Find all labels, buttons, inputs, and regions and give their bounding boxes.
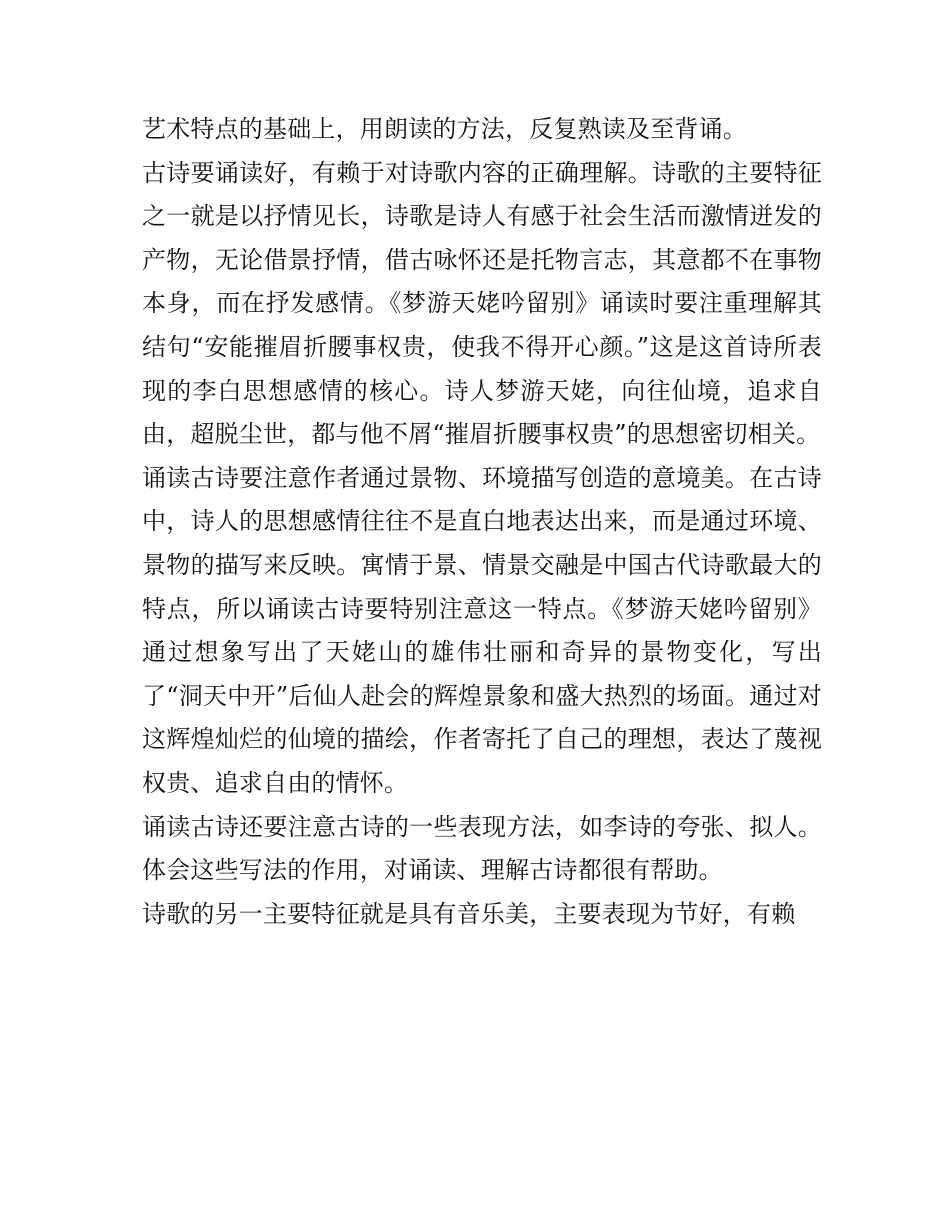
paragraph-4: 诵读古诗还要注意古诗的一些表现方法，如李诗的夸张、拟人。体会这些写法的作用，对诵读、理解古诗都很有帮助。 — [142, 812, 822, 885]
paragraph-1: 艺术特点的基础上，用朗读的方法，反复熟读及至背诵。 — [142, 115, 747, 143]
paragraph-5: 诗歌的另一主要特征就是具有音乐美，主要表现为节好，有赖 — [142, 899, 796, 928]
paragraph-3: 诵读古诗要注意作者通过景物、环境描写创造的意境美。在古诗中，诗人的思想感情往往不是直白地表达出来，而是通过环境、景物的描写来反映。寓情于景、情景交融是中国古代诗歌最大的特点，所以诵读古诗要特别注意这一特点。《梦游天姥吟留别》通过想象写出了天姥山的雄伟壮丽和奇异的景物变化，写出了“洞天中开”后仙人赴会的辉煌景象和盛大热烈的场面。通过对这辉煌灿烂的仙境的描绘，作者寄托了自己的理想，表达了蔑视权贵、追求自由的情怀。 — [142, 463, 822, 797]
paragraph-2: 古诗要诵读好，有赖于对诗歌内容的正确理解。诗歌的主要特征之一就是以抒情见长，诗歌是诗人有感于社会生活而激情迸发的产物，无论借景抒情，借古咏怀还是托物言志，其意都不在事物本身，而在抒发感情。《梦游天姥吟留别》诵读时要注重理解其结句“安能摧眉折腰事权贵，使我不得开心颜。”这是这首诗所表现的李白思想感情的核心。诗人梦游天姥，向往仙境，追求自由，超脱尘世，都与他不屑“摧眉折腰事权贵”的思想密切相关。 — [142, 158, 822, 449]
body-text — [142, 108, 822, 936]
